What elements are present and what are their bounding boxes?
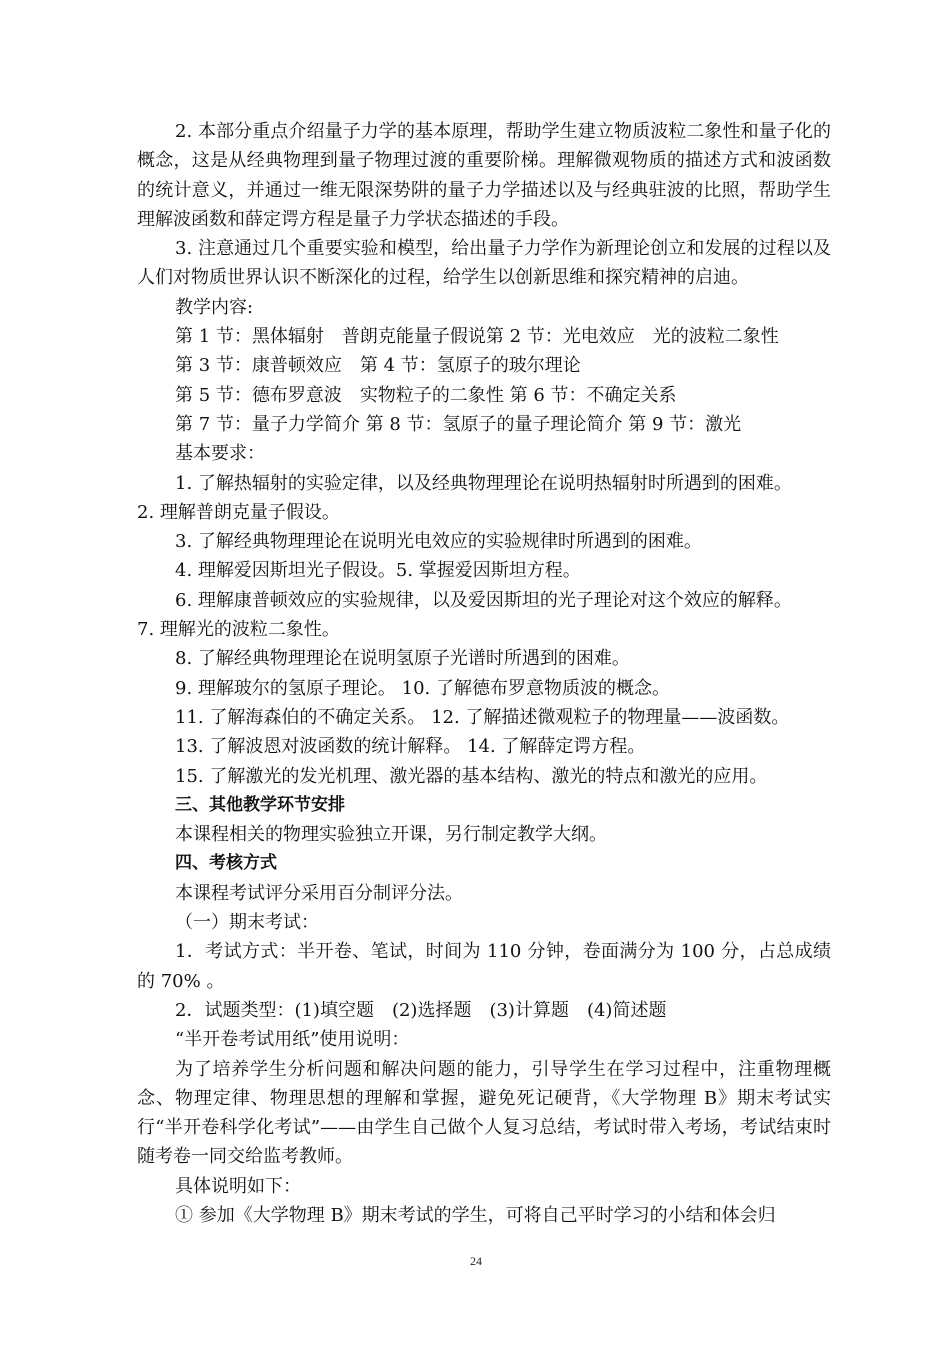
paragraph: 7. 理解光的波粒二象性。	[137, 619, 340, 641]
paragraph: 9. 理解玻尔的氢原子理论。 10. 了解德布罗意物质波的概念。	[175, 677, 670, 699]
paragraph: 本课程相关的物理实验独立开课，另行制定教学大纲。	[175, 824, 607, 846]
paragraph: 具体说明如下：	[175, 1175, 301, 1197]
paragraph: 1．考试方式：半开卷、笔试，时间为 110 分钟，卷面满分为 100 分，占总成绩的 70% 。	[137, 941, 831, 992]
paragraph: 1. 了解热辐射的实验定律，以及经典物理理论在说明热辐射时所遇到的困难。	[175, 472, 792, 494]
paragraph: 第 3 节：康普顿效应 第 4 节：氢原子的玻尔理论	[175, 355, 581, 377]
paragraph: 4. 理解爱因斯坦光子假设。5. 掌握爱因斯坦方程。	[175, 560, 581, 582]
section-heading: 四、考核方式	[175, 853, 277, 874]
paragraph: ① 参加《大学物理 B》期末考试的学生，可将自己平时学习的小结和体会归	[175, 1204, 776, 1226]
paragraph: 本课程考试评分采用百分制评分法。	[175, 882, 463, 904]
paragraph: 第 5 节：德布罗意波 实物粒子的二象性 第 6 节：不确定关系	[175, 384, 677, 406]
paragraph: 3. 了解经典物理理论在说明光电效应的实验规律时所遇到的困难。	[175, 531, 702, 553]
paragraph: 13. 了解波恩对波函数的统计解释。 14. 了解薛定谔方程。	[175, 736, 646, 758]
paragraph: 为了培养学生分析问题和解决问题的能力，引导学生在学习过程中，注重物理概念、物理定律、物理思想的理解和掌握，避免死记硬背，《大学物理 B》期末考试实行“半开卷科学化考试”——由学生自己做个人复习总结，考试时带入考场，考试结束时随考卷一同交给监考教师。	[137, 1058, 831, 1168]
paragraph: 11. 了解海森伯的不确定关系。 12. 了解描述微观粒子的物理量——波函数。	[175, 706, 790, 728]
section-heading: 三、其他教学环节安排	[175, 794, 345, 815]
paragraph: 2．试题类型：(1)填空题 (2)选择题 (3)计算题 (4)简述题	[175, 999, 667, 1021]
paragraph: 2. 本部分重点介绍量子力学的基本原理，帮助学生建立物质波粒二象性和量子化的概念，这是从经典物理到量子物理过渡的重要阶梯。理解微观物质的描述方式和波函数的统计意义，并通过一维无限深势阱的量子力学描述以及与经典驻波的比照，帮助学生理解波函数和薛定谔方程是量子力学状态描述的手段。	[137, 121, 831, 230]
paragraph: 第 7 节：量子力学简介 第 8 节：氢原子的量子理论简介 第 9 节：激光	[175, 413, 742, 435]
paragraph: 15. 了解激光的发光机理、激光器的基本结构、激光的特点和激光的应用。	[175, 765, 768, 787]
paragraph: 6. 理解康普顿效应的实验规律，以及爱因斯坦的光子理论对这个效应的解释。	[175, 589, 792, 611]
paragraph: “半开卷考试用纸”使用说明：	[175, 1029, 410, 1051]
paragraph: 3. 注意通过几个重要实验和模型，给出量子力学作为新理论创立和发展的过程以及人们对物质世界认识不断深化的过程，给学生以创新思维和探究精神的启迪。	[137, 238, 831, 289]
paragraph: （一）期末考试：	[175, 912, 319, 934]
paragraph: 教学内容:	[175, 296, 254, 318]
paragraph: 2. 理解普朗克量子假设。	[137, 501, 340, 523]
paragraph: 基本要求：	[175, 443, 265, 465]
page-number: 24	[470, 1254, 482, 1268]
paragraph: 8. 了解经典物理理论在说明氢原子光谱时所遇到的困难。	[175, 648, 630, 670]
paragraph: 第 1 节：黑体辐射 普朗克能量子假说第 2 节：光电效应 光的波粒二象性	[175, 326, 779, 348]
document-body	[137, 117, 831, 1230]
